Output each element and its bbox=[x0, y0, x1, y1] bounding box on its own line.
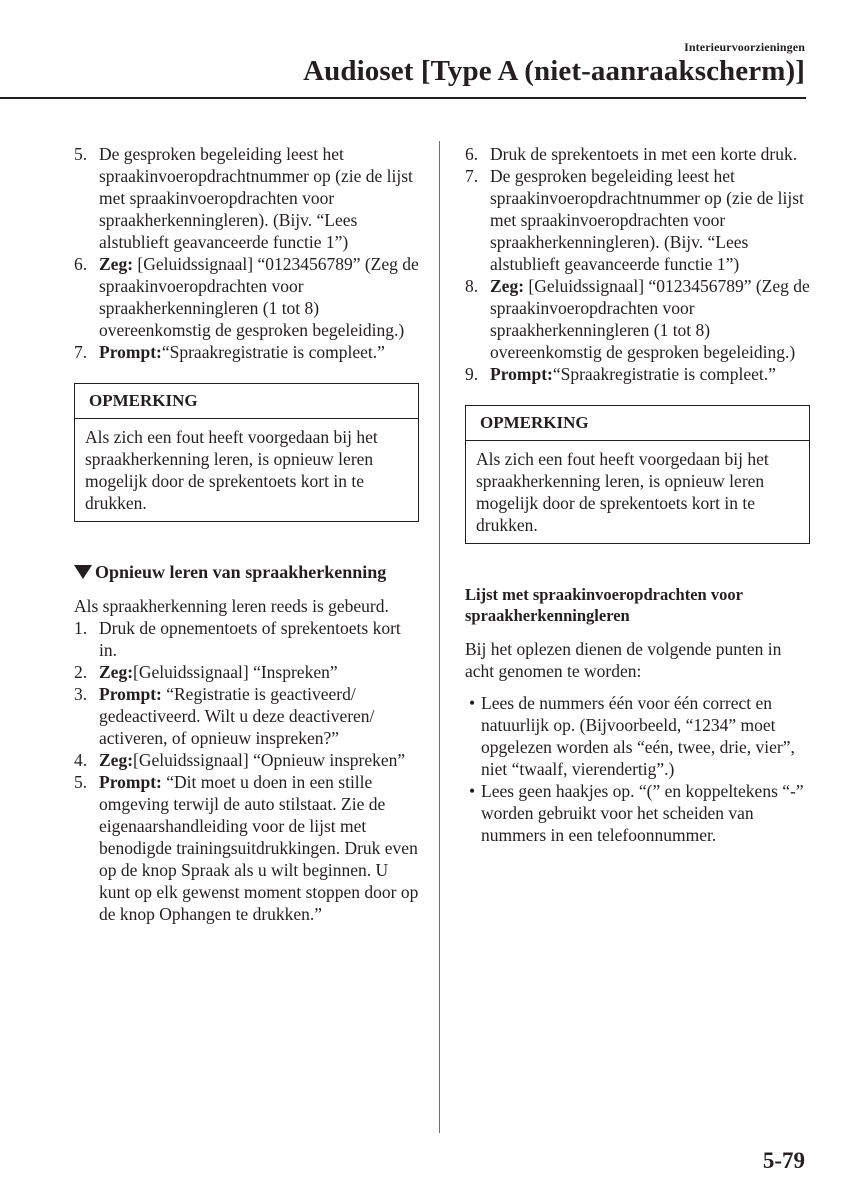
note-box bbox=[74, 383, 419, 522]
list-item bbox=[74, 617, 419, 661]
step-number: 6. bbox=[465, 144, 479, 164]
list-item bbox=[74, 143, 419, 253]
step-text-body: De gesproken begeleiding leest het spraakinvoeropdrachtnummer op (zie de lijst met spraakinvoeropdrachten voor spraakherkenningleren). (Bijv. “Lees alstublieft geavanceerde functie 1”) bbox=[490, 166, 804, 274]
list-item bbox=[74, 341, 419, 363]
right-steps bbox=[465, 143, 810, 385]
section-heading-text: Opnieuw leren van spraakherkenning bbox=[95, 562, 387, 582]
step-number: 1. bbox=[74, 618, 88, 638]
step-label: Prompt: bbox=[99, 772, 162, 792]
left-column bbox=[74, 143, 419, 925]
step-text-body: “Spraakregistratie is compleet.” bbox=[552, 364, 776, 384]
column-divider bbox=[439, 141, 440, 1133]
note-body: Als zich een fout heeft voorgedaan bij het spraakherkenning leren, is opnieuw leren mogelijk door de sprekentoets kort in te drukken. bbox=[476, 449, 769, 535]
step-text bbox=[490, 275, 810, 363]
left-steps-bottom bbox=[74, 617, 419, 925]
bullet-icon: • bbox=[469, 781, 476, 801]
list-item bbox=[74, 771, 419, 925]
step-text bbox=[99, 617, 419, 661]
list-item bbox=[465, 692, 810, 780]
section-intro: Als spraakherkenning leren reeds is gebeurd. bbox=[74, 596, 389, 616]
step-label: Prompt: bbox=[99, 684, 162, 704]
step-label: Prompt: bbox=[99, 342, 162, 362]
section-heading bbox=[74, 562, 419, 583]
step-text-body: Druk de sprekentoets in met een korte druk. bbox=[490, 144, 798, 164]
subsection-heading: Lijst met spraakinvoeropdrachten voor spraakherkenningleren bbox=[465, 585, 743, 625]
step-text-body: “Registratie is geactiveerd/ gedeactiveerd. Wilt u deze deactiveren/ activeren, of opnieuw inspreken?” bbox=[99, 684, 375, 748]
step-text-body: Druk de opnementoets of sprekentoets kort in. bbox=[99, 618, 401, 660]
step-label: Zeg: bbox=[99, 662, 134, 682]
step-text bbox=[490, 143, 810, 165]
step-number: 5. bbox=[74, 772, 88, 792]
page-title: Audioset [Type A (niet-aanraakscherm)] bbox=[303, 55, 805, 87]
step-text-body: [Geluidssignaal] “Inspreken” bbox=[133, 662, 338, 682]
list-item bbox=[74, 683, 419, 749]
step-label: Zeg: bbox=[99, 254, 134, 274]
step-text bbox=[99, 749, 419, 771]
note-heading: OPMERKING bbox=[75, 384, 418, 419]
step-number: 4. bbox=[74, 750, 88, 770]
step-number: 6. bbox=[74, 254, 88, 274]
step-text-body: [Geluidssignaal] “0123456789” (Zeg de spraakinvoeropdrachten voor spraakherkenningleren (1 tot 8) overeenkomstig de gesproken begeleiding.) bbox=[99, 254, 419, 340]
bullet-list bbox=[465, 692, 810, 846]
left-steps-top bbox=[74, 143, 419, 363]
step-number: 9. bbox=[465, 364, 479, 384]
page-number: 5-79 bbox=[762, 1148, 805, 1173]
step-label: Zeg: bbox=[490, 276, 525, 296]
list-item bbox=[74, 253, 419, 341]
subsection-intro: Bij het oplezen dienen de volgende punten in acht genomen te worden: bbox=[465, 639, 782, 681]
list-item bbox=[74, 749, 419, 771]
note-heading: OPMERKING bbox=[466, 406, 809, 441]
list-item bbox=[465, 363, 810, 385]
step-label: Prompt: bbox=[490, 364, 553, 384]
step-number: 2. bbox=[74, 662, 88, 682]
step-label: Zeg: bbox=[99, 750, 134, 770]
step-text bbox=[99, 661, 419, 683]
step-text-body: De gesproken begeleiding leest het spraakinvoeropdrachtnummer op (zie de lijst met spraakinvoeropdrachten voor spraakherkenningleren). (Bijv. “Lees alstublieft geavanceerde functie 1”) bbox=[99, 144, 413, 252]
step-text bbox=[99, 341, 419, 363]
step-text-body: [Geluidssignaal] “Opnieuw inspreken” bbox=[133, 750, 406, 770]
list-item bbox=[465, 780, 810, 846]
list-item bbox=[74, 661, 419, 683]
note-box bbox=[465, 405, 810, 544]
note-body: Als zich een fout heeft voorgedaan bij het spraakherkenning leren, is opnieuw leren mogelijk door de sprekentoets kort in te drukken. bbox=[85, 427, 378, 513]
list-item bbox=[465, 275, 810, 363]
bullet-icon: • bbox=[469, 693, 476, 713]
step-text bbox=[99, 143, 419, 253]
triangle-down-icon bbox=[74, 565, 92, 579]
bullet-text: Lees geen haakjes op. “(” en koppeltekens “-” worden gebruikt voor het scheiden van nummers in een telefoonnummer. bbox=[481, 781, 804, 845]
list-item bbox=[465, 143, 810, 165]
section-label: Interieurvoorzieningen bbox=[684, 40, 805, 54]
step-text bbox=[99, 253, 419, 341]
step-text bbox=[490, 363, 810, 385]
step-text-body: “Spraakregistratie is compleet.” bbox=[161, 342, 385, 362]
step-text bbox=[99, 683, 419, 749]
step-number: 8. bbox=[465, 276, 479, 296]
header-rule bbox=[0, 97, 806, 99]
step-text bbox=[490, 165, 810, 275]
bullet-text: Lees de nummers één voor één correct en natuurlijk op. (Bijvoorbeeld, “1234” moet opgelezen worden als “eén, twee, drie, vier”, niet “twaalf, vierendertig”.) bbox=[481, 693, 795, 779]
list-item bbox=[465, 165, 810, 275]
step-text-body: “Dit moet u doen in een stille omgeving terwijl de auto stilstaat. Zie de eigenaarshandleiding voor de lijst met benodigde trainingsuitdrukkingen. Druk even op de knop Spraak als u wilt beginnen. U kunt op elk gewenst moment stoppen door op de knop Ophangen te drukken.” bbox=[99, 772, 419, 924]
step-number: 7. bbox=[74, 342, 88, 362]
step-number: 7. bbox=[465, 166, 479, 186]
step-number: 5. bbox=[74, 144, 88, 164]
right-column bbox=[465, 143, 810, 846]
step-number: 3. bbox=[74, 684, 88, 704]
step-text-body: [Geluidssignaal] “0123456789” (Zeg de spraakinvoeropdrachten voor spraakherkenningleren (1 tot 8) overeenkomstig de gesproken begeleiding.) bbox=[490, 276, 810, 362]
step-text bbox=[99, 771, 419, 925]
